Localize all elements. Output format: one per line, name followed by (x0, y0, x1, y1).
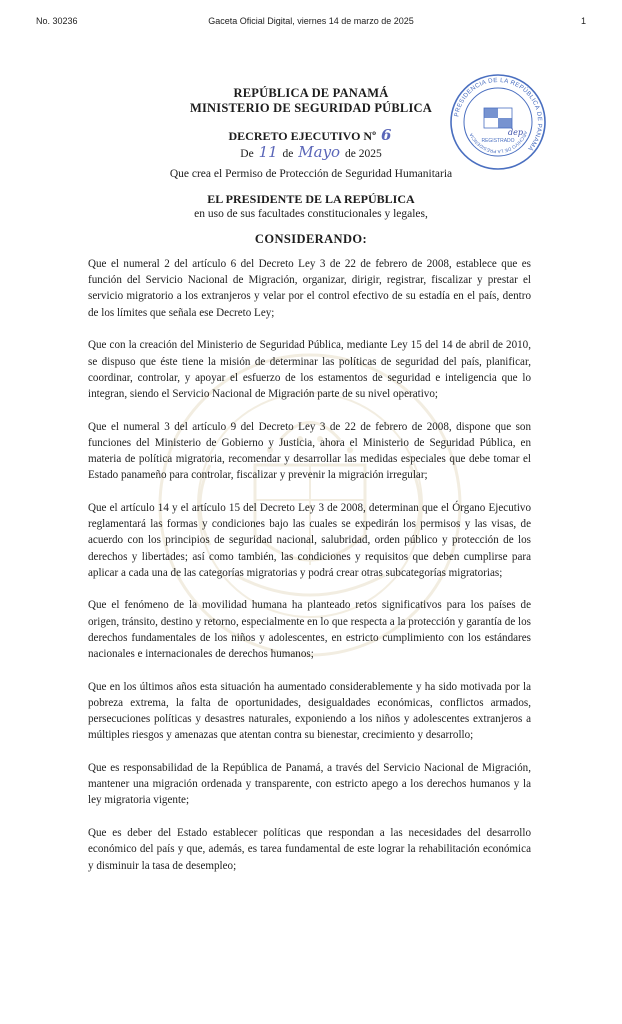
date-mid: de (282, 148, 294, 160)
consideration-paragraph: Que en los últimos años esta situación ha aumentado considerablemente y ha sido motivada por la pobreza extrema, la falta de oportunidades, desigualdades económicas, conflictos armados, persecuciones políticas y desastres naturales, exponiendo a los niños y adolescentes extranjeros a múltiples riesgos y amenazas que atentan contra su bienestar, crecimiento y desarrollo; (88, 680, 531, 742)
consideration-paragraph: Que el fenómeno de la movilidad humana ha planteado retos significativos para los países de origen, tránsito, destino y retorno, especialmente en lo que respecta a la protección y garantía de los derechos fundamentales de los niños y adolescentes, en estricto cumplimiento con los estándares nacionales e internacionales de derechos humanos; (88, 599, 531, 661)
decree-purpose: Que crea el Permiso de Protección de Seguridad Humanitaria (169, 168, 453, 180)
consideration-paragraph: Que el numeral 2 del artículo 6 del Decreto Ley 3 de 22 de febrero de 2008, establece que es función del Servicio Nacional de Migración, organizar, dirigir, registrar, fiscalizar y prestar el servicio migratorio a los extranjeros y velar por el control efectivo de su estadía en el país, dentro de los límites que señala ese Decreto Ley; (88, 258, 531, 319)
president-authority: en uso de sus facultades constitucionales y legales, (194, 208, 428, 220)
page-number: 1 (580, 16, 586, 26)
consideration-paragraph: Que el artículo 14 y el artículo 15 del Decreto Ley 3 de 2008, determinan que el Órgano Ejecutivo reglamentará las formas y condiciones bajo las cuales se expedirán los permisos y las visas, de acuerdo con los principios de seguridad nacional, salubridad, orden público y protección de los derechos y libertades; así como también, las condiciones y requisitos que deben cumplirse para aplicar a cada una de las categorías migratorias y podrá crear otras subcategorías migratorias; (88, 501, 531, 579)
consideration-paragraph: Que es responsabilidad de la República de Panamá, a través del Servicio Nacional de Migración, mantener una migración ordenada y transparente, con estricto apego a los derechos humanos y la ley migratoria vigente; (88, 762, 531, 807)
decree-heading (0, 128, 622, 162)
considerations-body (88, 256, 531, 890)
considerando-heading: CONSIDERANDO: (254, 232, 368, 246)
date-prefix: De (240, 148, 254, 160)
ministry-name: MINISTERIO DE SEGURIDAD PÚBLICA (189, 101, 432, 115)
decree-title (0, 128, 622, 144)
gazette-title: Gaceta Oficial Digital, viernes 14 de marzo de 2025 (208, 16, 414, 26)
country-title: REPÚBLICA DE PANAMÁ (233, 86, 389, 100)
president-block (0, 192, 622, 221)
consideration-paragraph: Que es deber del Estado establecer políticas que respondan a las necesidades del desarrollo económico del país y que, además, es tarea fundamental de este lograr la rehabilitación económica y disminuir la tasa de desempleo; (88, 827, 531, 872)
gazette-number: No. 30236 (36, 16, 78, 26)
consideration-paragraph: Que el numeral 3 del artículo 9 del Decreto Ley 3 de 22 de febrero de 2008, dispone que son funciones del Ministerio de Gobierno y Justicia, ahora el Ministerio de Seguridad Pública, en materia de política migratoria, recomendar y desarrollar las medidas especiales que debe tomar el Estado panameño para controlar, fiscalizar y prevenir la migración irregular; (88, 420, 531, 482)
ministry-title (0, 86, 622, 116)
decree-label: DECRETO EJECUTIVO Nº (228, 129, 377, 143)
date-month-handwritten: Mayo (298, 143, 341, 161)
date-day-handwritten: 11 (258, 143, 278, 161)
consideration-paragraph: Que con la creación del Ministerio de Seguridad Pública, mediante Ley 15 del 14 de abril de 2010, se dispuso que éste tiene la misión de determinar las políticas de seguridad del país, planificar, coordinar, controlar, y apoyar el esfuerzo de los estamentos de seguridad e inteligencia que lo integran, siendo el Servicio Nacional de Migración parte de su nivel operativo; (88, 339, 531, 400)
svg-text:PRESIDENCIA DE LA REPÚBLICA DE: PRESIDENCIA DE LA REPÚBLICA DE PANAMÁ (453, 76, 544, 153)
gazette-header (36, 16, 586, 28)
date-suffix: de 2025 (344, 148, 382, 160)
svg-text:ARCHIVO DE LA PRESIDENCIA: ARCHIVO DE LA PRESIDENCIA (468, 130, 529, 155)
svg-text:REGISTRADO: REGISTRADO (481, 138, 515, 144)
svg-text:dep: dep (508, 128, 523, 137)
decree-number-handwritten: 6 (381, 126, 392, 144)
decree-date (0, 144, 622, 162)
president-heading: EL PRESIDENTE DE LA REPÚBLICA (207, 192, 415, 206)
